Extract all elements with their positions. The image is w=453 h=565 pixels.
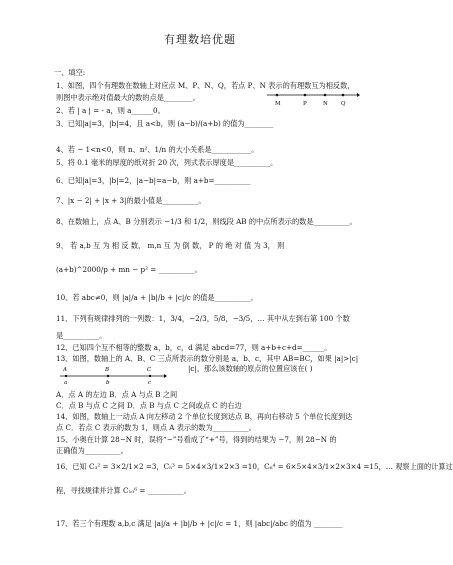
question-10: 10、若 abc≠0，则 |a|/a + |b|/b + |c|/c 的值是__________。 (56, 293, 258, 302)
question-11-line-2: 是__________。 (56, 331, 107, 340)
question-9-line-1: 9、 若 a,b 互 为 相 反 数， m,n 互 为 倒 数， P 的 绝 对 值 为 3， 则 (56, 241, 285, 250)
question-13-option-ab: A．点 A 的左边 B．点 A 与点 B 之间 (56, 390, 178, 399)
label-n: N (323, 101, 328, 107)
question-9-line-2: (a+b)^2000/p + mn − p² = __________。 (56, 265, 202, 274)
question-11-line-1: 11、下列有规律排列的一列数：1，3/4，−2/3，5/8，−3/5，… 其中从左到右第 100 个数 (56, 314, 350, 323)
label-a-lower: a (64, 380, 68, 386)
label-b-lower: b (106, 380, 110, 386)
question-14-line-1: 14、如图，数轴上一动点 A 向左移动 2 个单位长度到达点 B，再向右移动 5 个单位长度到达 (56, 412, 353, 421)
question-4: 4、若 − 1<n<0，则 n、n²、1/n 的大小关系是___________。 (56, 145, 259, 154)
question-16-line-2: 程，寻找规律并计算 C₁₀⁶ = __________。 (56, 486, 191, 495)
question-13-line-1: 13、如图，数轴上的 A、B、C 三点所表示的数分别是 a、b、c，其中 AB=BC，如果 |a|>|c| (56, 354, 359, 363)
question-8: 8、在数轴上，点 A、B 分别表示 −1/3 和 1/2，则线段 AB 的中点所表示的数是__________。 (56, 217, 357, 226)
question-5: 5、将 0.1 毫米的厚度的纸对折 20 次，列式表示厚度是__________。 (56, 158, 278, 167)
question-7: 7、|x − 2| + |x + 3|的最小值是__________。 (56, 196, 206, 205)
label-b-upper: B (105, 367, 110, 373)
question-2: 2、若 | a | = - a，则 a______0。 (56, 106, 165, 115)
question-1-line-1: 1、如图，四个有理数在数轴上对应点 M、P、N、Q，若点 P、N 表示的有理数互为相反数， (56, 81, 355, 90)
label-p: P (303, 101, 307, 107)
question-17: 17、若三个有理数 a,b,c 满足 |a|/a + |b|/b + |c|/c = 1，则 |abc|/abc 的值为 ________ (56, 519, 343, 528)
question-13-option-cd: C．点 B 与点 C 之间 D．点 B 与点 C 之间或点 C 的右边 (56, 401, 242, 410)
page-title: 有理数培优题 (164, 33, 236, 46)
question-12: 12、已知四个互不相等的整数 a，b，c，d 满足 abcd=77，则 a+b+c+d=______。 (56, 343, 332, 352)
label-q: Q (341, 101, 346, 107)
label-a-upper: A (63, 367, 67, 373)
question-3: 3、已知|a|=3，|b|=4，且 a<b，则 (a−b)/(a+b) 的值为________ (56, 119, 274, 128)
question-15-line-2: 正确值为__________。 (56, 446, 128, 455)
question-1-line-2: 则图中表示绝对值最大的数的点是________。 (56, 93, 200, 102)
number-line-mpnq (265, 88, 360, 108)
question-14-line-2: 点 C．若点 C 表示的数为 1，则点 A 表示的数为__________。 (56, 423, 256, 432)
label-m: M (275, 101, 281, 107)
question-13-line-2: |c|，那么该数轴的原点的位置应该在( ) (188, 364, 313, 373)
question-6: 6、已知|a|=3，|b|=2，|a−b|=a−b，则 a+b=__________ (56, 176, 251, 185)
number-line-abc (58, 364, 168, 386)
label-c-lower: c (148, 380, 152, 386)
label-c-upper: C (147, 367, 152, 373)
question-15-line-1: 15、小奥在计算 28−N 时，误将“−”号看成了“+”号，得到的结果为 −7，则 28−N 的 (56, 435, 337, 444)
section-heading: 一、填空: (54, 68, 86, 77)
question-16-line-1: 16、已知 C₃² = 3×2/1×2 =3，C₅³ = 5×4×3/1×2×3 =10，C₆⁴ = 6×5×4×3/1×2×3×4 =15，… 观察上面的计算过 (56, 462, 453, 471)
